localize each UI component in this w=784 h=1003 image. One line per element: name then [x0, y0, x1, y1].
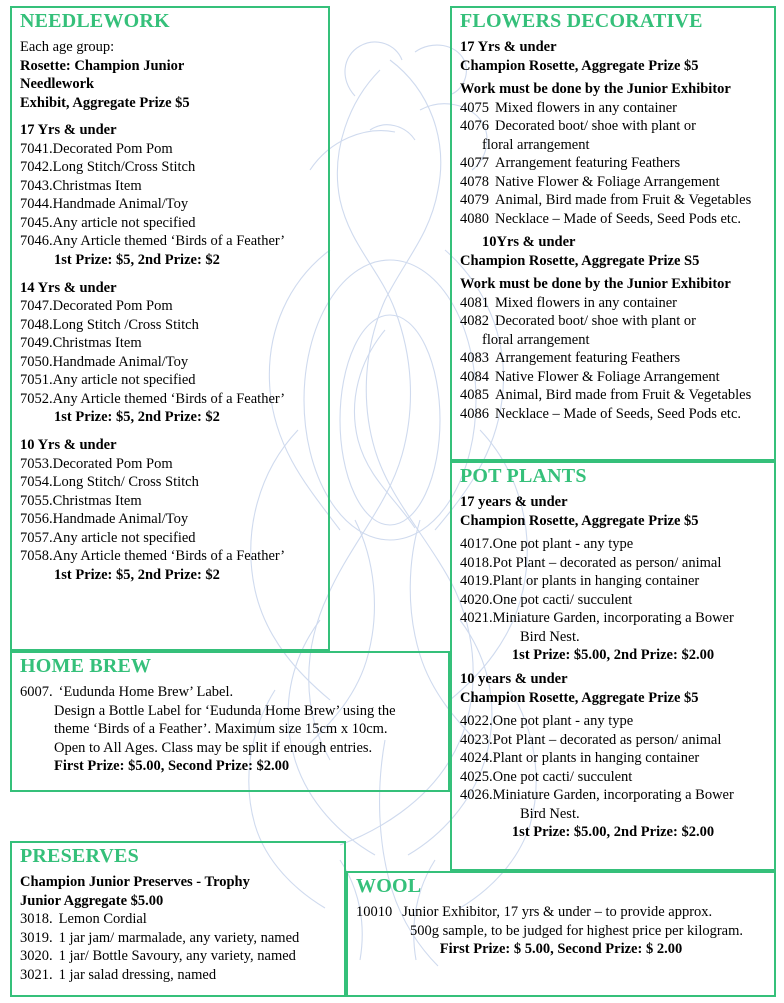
item-number: 7050.: [20, 353, 53, 370]
item-text: Junior Exhibitor, 17 yrs & under – to provide approx.: [402, 904, 713, 920]
wool-line-2: 500g sample, to be judged for highest price per kilogram.: [410, 922, 744, 939]
item-number: 4082: [460, 313, 489, 329]
flowers-group-1-heading: 10Yrs & under: [482, 234, 576, 250]
needlework-group-0-prize: 1st Prize: $5, 2nd Prize: $2: [54, 251, 220, 268]
item-text: Any Article themed ‘Birds of a Feather’: [52, 233, 286, 249]
item-number: 3021.: [20, 966, 53, 983]
section-home-brew: [10, 651, 450, 792]
item-number: 4086: [460, 405, 489, 422]
home-brew-prize: First Prize: $5.00, Second Prize: $2.00: [54, 758, 290, 774]
section-pot-plants: [450, 461, 776, 871]
pot-plants-group-1-prize: 1st Prize: $5.00, 2nd Prize: $2.00: [511, 824, 715, 840]
item-text: Plant or plants in hanging container: [492, 573, 700, 589]
section-needlework: [10, 6, 330, 651]
section-title-flowers: FLOWERS DECORATIVE: [460, 10, 703, 32]
needlework-group-2-prize: 1st Prize: $5, 2nd Prize: $2: [54, 566, 220, 583]
item-text: Native Flower & Foliage Arrangement: [495, 173, 720, 190]
item-number: 7054.: [20, 474, 53, 490]
item-text: Any article not specified: [52, 214, 196, 231]
item-text: One pot cacti/ succulent: [492, 591, 633, 608]
item-number: 7047.: [20, 298, 53, 314]
item-number: 4018.: [460, 554, 493, 571]
pot-plants-group-1-heading: 10 years & under: [460, 671, 568, 687]
item-number: 3018.: [20, 911, 53, 927]
item-text: 1 jar jam/ marmalade, any variety, named: [58, 929, 300, 946]
item-text: One pot plant - any type: [492, 536, 634, 552]
section-title-wool: WOOL: [356, 875, 422, 897]
item-text: Animal, Bird made from Fruit & Vegetables: [495, 192, 752, 208]
section-title-pot-plants: POT PLANTS: [460, 465, 587, 487]
needlework-group-1-prize: 1st Prize: $5, 2nd Prize: $2: [54, 409, 220, 425]
item-number: 7041.: [20, 140, 53, 157]
item-number: 7051.: [20, 372, 53, 388]
item-text: Christmas Item: [52, 177, 142, 194]
item-number: 10010: [356, 904, 393, 920]
item-number: 4078: [460, 173, 489, 190]
item-text: Handmade Animal/Toy: [52, 353, 189, 370]
item-text: Native Flower & Foliage Arrangement: [495, 368, 720, 385]
item-number: 6007.: [20, 684, 53, 700]
home-brew-body-0: Design a Bottle Label for ‘Eudunda Home Brew’ using the: [54, 702, 396, 719]
home-brew-body-1: theme ‘Birds of a Feather’. Maximum size 15cm x 10cm.: [54, 721, 388, 737]
item-number: 7058.: [20, 548, 53, 564]
item-text: Arrangement featuring Feathers: [495, 350, 681, 366]
item-text: Long Stitch/Cross Stitch: [52, 159, 196, 175]
item-text-cont: floral arrangement: [482, 331, 590, 348]
item-number: 7042.: [20, 159, 53, 175]
item-text: Pot Plant – decorated as person/ animal: [492, 554, 722, 571]
item-number: 4022.: [460, 713, 493, 729]
section-preserves: [10, 841, 346, 997]
item-text: Any Article themed ‘Birds of a Feather’: [52, 390, 286, 407]
flowers-group-0-champion: Champion Rosette, Aggregate Prize $5: [460, 57, 699, 74]
item-text-cont: Bird Nest.: [520, 805, 580, 822]
item-text: Christmas Item: [52, 335, 142, 351]
item-text: Long Stitch /Cross Stitch: [52, 316, 199, 333]
item-number: 7044.: [20, 196, 53, 212]
flowers-group-1-note: Work must be done by the Junior Exhibitor: [460, 276, 731, 292]
item-number: 7048.: [20, 316, 53, 333]
item-number: 4026.: [460, 787, 493, 803]
item-text-cont: floral arrangement: [482, 136, 590, 153]
item-number: 7053.: [20, 455, 53, 472]
item-number: 4024.: [460, 750, 493, 766]
item-number: 4021.: [460, 610, 493, 626]
item-number: 7055.: [20, 492, 53, 509]
item-text: Lemon Cordial: [58, 911, 147, 927]
wool-prize: First Prize: $ 5.00, Second Prize: $ 2.00: [439, 941, 683, 957]
item-text: Decorated Pom Pom: [52, 298, 173, 314]
item-text: Any article not specified: [52, 529, 196, 546]
item-number: 4084: [460, 368, 489, 385]
section-title-needlework: NEEDLEWORK: [20, 10, 170, 32]
needlework-intro-3: Exhibit, Aggregate Prize $5: [20, 94, 190, 111]
item-number: 4077: [460, 155, 489, 171]
item-number: 7046.: [20, 233, 53, 249]
section-flowers-decorative: [450, 6, 776, 461]
needlework-intro-2: Needlework: [20, 76, 95, 92]
section-title-home-brew: HOME BREW: [20, 655, 152, 677]
item-text: Plant or plants in hanging container: [492, 750, 700, 766]
item-number: 4017.: [460, 536, 493, 552]
item-text: Any article not specified: [52, 372, 196, 388]
item-text: Decorated boot/ shoe with plant or: [495, 118, 696, 134]
item-number: 7056.: [20, 511, 53, 527]
item-text: Decorated boot/ shoe with plant or: [495, 313, 696, 329]
item-text-cont: Bird Nest.: [520, 628, 580, 645]
item-number: 7049.: [20, 335, 53, 351]
item-number: 4019.: [460, 573, 493, 589]
needlework-intro-0: Each age group:: [20, 39, 115, 55]
item-number: 7043.: [20, 177, 53, 194]
item-text: Long Stitch/ Cross Stitch: [52, 474, 199, 490]
pot-plants-group-0-prize: 1st Prize: $5.00, 2nd Prize: $2.00: [511, 647, 715, 663]
section-title-preserves: PRESERVES: [20, 845, 139, 867]
item-text: Necklace – Made of Seeds, Seed Pods etc.: [495, 405, 742, 422]
item-number: 7057.: [20, 529, 53, 546]
item-number: 4076: [460, 118, 489, 134]
item-text: Pot Plant – decorated as person/ animal: [492, 731, 722, 748]
item-text: Miniature Garden, incorporating a Bower: [492, 787, 734, 803]
flowers-group-1-champion: Champion Rosette, Aggregate Prize S5: [460, 252, 700, 269]
item-number: 4025.: [460, 768, 493, 785]
pot-plants-group-0-heading: 17 years & under: [460, 494, 568, 510]
item-text: Mixed flowers in any container: [495, 99, 678, 116]
item-text: Handmade Animal/Toy: [52, 196, 189, 212]
preserves-sub-1: Champion Junior Preserves - Trophy: [20, 874, 250, 890]
pot-plants-group-0-champion: Champion Rosette, Aggregate Prize $5: [460, 512, 699, 529]
flowers-group-0-heading: 17 Yrs & under: [460, 39, 557, 55]
item-text: Christmas Item: [52, 492, 142, 509]
item-text: Necklace – Made of Seeds, Seed Pods etc.: [495, 210, 742, 227]
item-number: 4080: [460, 210, 489, 227]
needlework-group-0-heading: 17 Yrs & under: [20, 122, 117, 138]
item-text: Mixed flowers in any container: [495, 294, 678, 311]
item-text: Any Article themed ‘Birds of a Feather’: [52, 548, 286, 564]
item-number: 4083: [460, 350, 489, 366]
item-text: Handmade Animal/Toy: [52, 511, 189, 527]
item-text: Miniature Garden, incorporating a Bower: [492, 610, 734, 626]
pot-plants-group-1-champion: Champion Rosette, Aggregate Prize $5: [460, 689, 699, 706]
item-number: 4079: [460, 192, 489, 208]
item-text: ‘Eudunda Home Brew’ Label.: [58, 684, 234, 700]
needlework-intro-1: Rosette: Champion Junior: [20, 57, 185, 74]
item-number: 4023.: [460, 731, 493, 748]
item-number: 3019.: [20, 929, 53, 946]
item-text: Arrangement featuring Feathers: [495, 155, 681, 171]
item-text: One pot plant - any type: [492, 713, 634, 729]
item-number: 4075: [460, 99, 489, 116]
needlework-group-2-heading: 10 Yrs & under: [20, 437, 117, 453]
item-number: 7052.: [20, 390, 53, 407]
item-text: Animal, Bird made from Fruit & Vegetables: [495, 387, 752, 403]
item-number: 4020.: [460, 591, 493, 608]
needlework-group-1-heading: 14 Yrs & under: [20, 279, 117, 296]
item-text: 1 jar salad dressing, named: [58, 966, 217, 983]
flowers-group-0-note: Work must be done by the Junior Exhibitor: [460, 81, 731, 97]
item-text: One pot cacti/ succulent: [492, 768, 633, 785]
item-text: 1 jar/ Bottle Savoury, any variety, named: [58, 948, 296, 964]
home-brew-body-2: Open to All Ages. Class may be split if enough entries.: [54, 739, 373, 756]
preserves-sub-2: Junior Aggregate $5.00: [20, 892, 164, 909]
section-wool: [346, 871, 776, 997]
item-number: 3020.: [20, 948, 53, 964]
item-number: 4081: [460, 294, 489, 311]
item-text: Decorated Pom Pom: [52, 140, 173, 157]
item-number: 4085: [460, 387, 489, 403]
item-text: Decorated Pom Pom: [52, 455, 173, 472]
item-number: 7045.: [20, 214, 53, 231]
